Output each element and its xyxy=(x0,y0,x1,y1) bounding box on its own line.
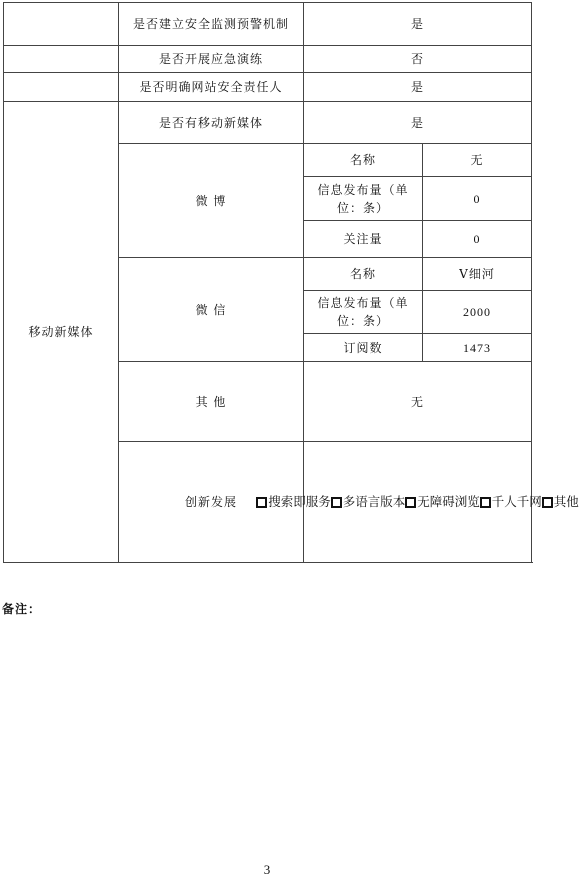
blank-section-cell xyxy=(4,3,119,46)
weibo-name-value: 无 xyxy=(423,144,532,177)
innovation-options-cell xyxy=(268,442,579,563)
wechat-posts-value: 2000 xyxy=(423,291,532,334)
wechat-subscribers-value: 1473 xyxy=(423,334,532,362)
checkbox-icon[interactable] xyxy=(331,497,342,508)
owner-label: 是否明确网站安全责任人 xyxy=(119,73,304,102)
drill-row xyxy=(4,46,532,73)
checkbox-icon[interactable] xyxy=(405,497,416,508)
wechat-posts-label: 信息发布量（单位：条） xyxy=(304,291,423,334)
option-multilingual[interactable]: 多语言版本 xyxy=(331,493,406,511)
drill-label: 是否开展应急演练 xyxy=(119,46,304,73)
weibo-posts-value: 0 xyxy=(423,177,532,221)
website-report-table xyxy=(3,2,579,563)
monitoring-value: 是 xyxy=(304,3,532,46)
option-accessibility[interactable]: 无障碍浏览 xyxy=(405,493,480,511)
has-media-value: 是 xyxy=(304,102,532,144)
weibo-followers-label: 关注量 xyxy=(304,221,423,258)
other-media-value: 无 xyxy=(304,362,532,442)
innovation-options xyxy=(268,493,579,511)
wechat-subscribers-label: 订阅数 xyxy=(304,334,423,362)
remarks-label: 备注： xyxy=(2,602,42,616)
weibo-posts-label: 信息发布量（单位：条） xyxy=(304,177,423,221)
blank-section-cell xyxy=(4,73,119,102)
checkbox-icon[interactable] xyxy=(542,497,553,508)
option-personalized[interactable]: 千人千网 xyxy=(480,493,542,511)
has-media-label: 是否有移动新媒体 xyxy=(119,102,304,144)
checkbox-icon[interactable] xyxy=(256,497,267,508)
owner-row xyxy=(4,73,532,102)
blank-section-cell xyxy=(4,46,119,73)
monitoring-row xyxy=(4,3,532,46)
wechat-name-value: V细河 xyxy=(423,258,532,291)
other-media-label: 其 他 xyxy=(119,362,304,442)
monitoring-label: 是否建立安全监测预警机制 xyxy=(119,3,304,46)
owner-value: 是 xyxy=(304,73,532,102)
innovation-section-label: 创新发展 xyxy=(119,442,304,563)
wechat-name-label: 名称 xyxy=(304,258,423,291)
option-other[interactable]: 其他 xyxy=(542,493,579,511)
option-search-service[interactable]: 搜索即服务 xyxy=(256,493,331,511)
weibo-followers-value: 0 xyxy=(423,221,532,258)
drill-value: 否 xyxy=(304,46,532,73)
has-media-row xyxy=(4,102,532,144)
weibo-label: 微 博 xyxy=(119,144,304,258)
wechat-label: 微 信 xyxy=(119,258,304,362)
weibo-name-label: 名称 xyxy=(304,144,423,177)
checkbox-icon[interactable] xyxy=(480,497,491,508)
page-number: 3 xyxy=(263,862,271,877)
new-media-section-label: 移动新媒体 xyxy=(4,102,119,563)
